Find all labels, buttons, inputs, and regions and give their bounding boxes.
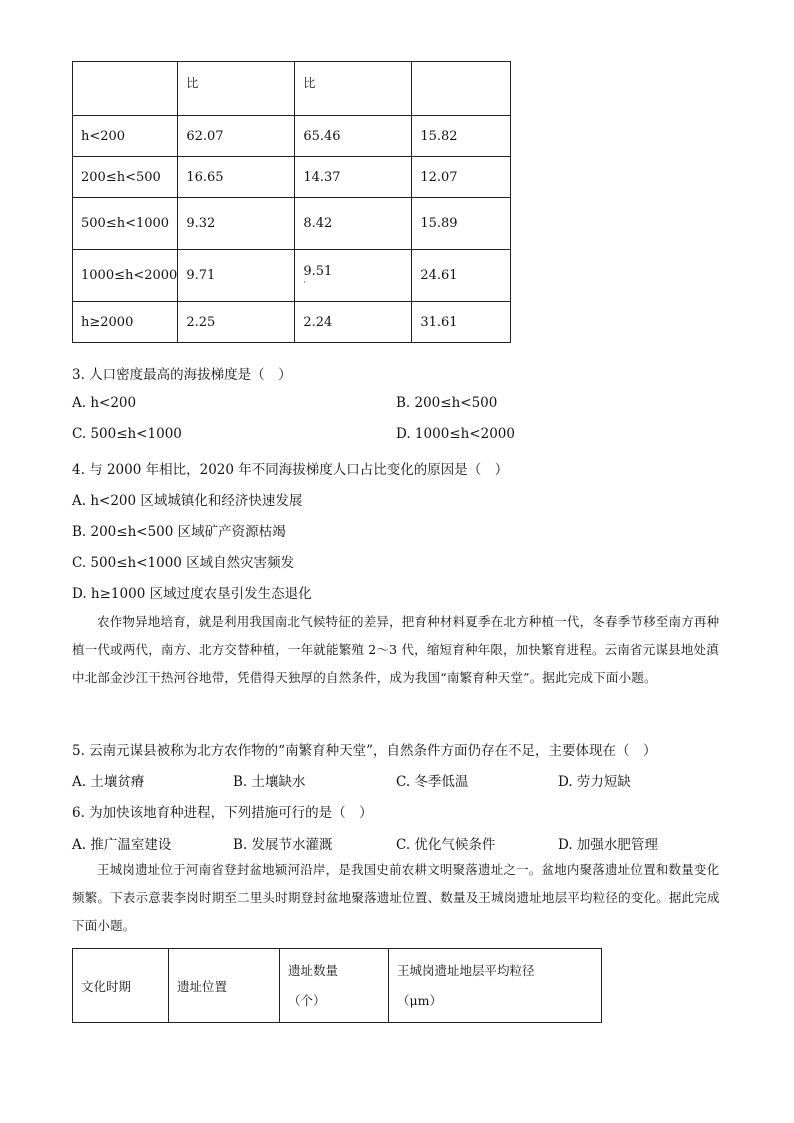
altitude-population-table (72, 61, 511, 343)
table-cell: 2.24 (295, 302, 412, 343)
table-cell: 9.32 (178, 198, 295, 250)
table-cell: 31.61 (412, 302, 511, 343)
question-6-option-a[interactable]: A. 推广温室建设 (72, 837, 172, 853)
table-cell: 9.71 (178, 250, 295, 302)
table-cell: 15.82 (412, 116, 511, 157)
table-cell: h<200 (73, 116, 178, 157)
question-5-option-a[interactable]: A. 土壤贫瘠 (72, 774, 145, 790)
question-6-option-c[interactable]: C. 优化气候条件 (396, 837, 496, 853)
table-row (73, 157, 511, 198)
question-4-option-b[interactable]: B. 200≤h<500 区域矿产资源枯竭 (72, 524, 286, 540)
question-4-option-d[interactable]: D. h≥1000 区域过度农垦引发生态退化 (72, 586, 312, 602)
question-6-stem: 6. 为加快该地育种进程，下列措施可行的是（ ） (72, 805, 373, 821)
stray-mark: · (303, 278, 306, 287)
header-cell (73, 62, 178, 116)
header-cell (389, 949, 602, 1023)
header-cell (412, 62, 511, 116)
settlement-sites-table (72, 948, 602, 1023)
header-line: 遗址数量 (288, 962, 339, 978)
table-cell: 65.46 (295, 116, 412, 157)
table-cell: 16.65 (178, 157, 295, 198)
header-cell: 比 (295, 62, 412, 116)
table-cell: 500≤h<1000 (73, 198, 178, 250)
question-5-stem: 5. 云南元谋县被称为北方农作物的“南繁育种天堂”，自然条件方面仍存在不足，主要体现在（ ） (72, 743, 657, 759)
table-row (73, 116, 511, 157)
reading-passage-breeding: 农作物异地培育，就是利用我国南北气候特征的差异，把育种材料夏季在北方种植一代，冬春季节移至南方再种植一代或两代，南方、北方交替种植，一年就能繁殖 2～3 代，缩短育种年限，加快繁育进程。云南省元谋县地处滇中北部金沙江干热河谷地带，凭借得天独厚的自然条件，成为我国“南繁育种天堂”。据此完成下面小题。 (72, 614, 720, 685)
reading-passage-wangchenggang: 王城岗遗址位于河南省登封盆地颍河沿岸，是我国史前农耕文明聚落遗址之一。盆地内聚落遗址位置和数量变化频繁。下表示意裴李岗时期至二里头时期登封盆地聚落遗址位置、数量及王城岗遗址地层平均粒径的变化。据此完成下面小题。 (72, 862, 720, 933)
header-cell: 比 (178, 62, 295, 116)
header-line: （个） (288, 992, 326, 1008)
question-5-option-d[interactable]: D. 劳力短缺 (558, 774, 631, 790)
table-cell: 8.42 (295, 198, 412, 250)
question-5-option-c[interactable]: C. 冬季低温 (396, 774, 469, 790)
question-3-option-c[interactable]: C. 500≤h<1000 (72, 426, 182, 442)
question-5-option-b[interactable]: B. 土壤缺水 (233, 774, 306, 790)
question-3-stem: 3. 人口密度最高的海拔梯度是（ ） (72, 367, 292, 383)
question-3-option-a[interactable]: A. h<200 (72, 395, 137, 411)
table-cell: 1000≤h<2000 (73, 250, 178, 302)
header-line: （μm） (397, 992, 442, 1008)
header-cell (280, 949, 389, 1023)
question-4-option-a[interactable]: A. h<200 区域城镇化和经济快速发展 (72, 493, 303, 509)
question-6-option-b[interactable]: B. 发展节水灌溉 (233, 837, 333, 853)
question-4-option-c[interactable]: C. 500≤h<1000 区域自然灾害频发 (72, 555, 295, 571)
question-4-stem: 4. 与 2000 年相比，2020 年不同海拔梯度人口占比变化的原因是（ ） (72, 462, 509, 478)
table-header-row (73, 949, 602, 1023)
table-cell: 24.61 (412, 250, 511, 302)
table-cell: h≥2000 (73, 302, 178, 343)
table-cell-value: 9.51 (303, 264, 333, 279)
question-3-option-d[interactable]: D. 1000≤h<2000 (396, 426, 515, 442)
table-cell: 62.07 (178, 116, 295, 157)
question-6-option-d[interactable]: D. 加强水肥管理 (558, 837, 658, 853)
table-cell: 200≤h<500 (73, 157, 178, 198)
header-cell: 遗址位置 (169, 949, 280, 1023)
header-cell: 文化时期 (73, 949, 169, 1023)
table-cell: 15.89 (412, 198, 511, 250)
table-cell (295, 250, 412, 302)
table-row (73, 198, 511, 250)
question-3-option-b[interactable]: B. 200≤h<500 (396, 395, 498, 411)
table-header-row (73, 62, 511, 116)
header-line: 王城岗遗址地层平均粒径 (397, 962, 535, 978)
table-row (73, 250, 511, 302)
table-cell: 2.25 (178, 302, 295, 343)
table-cell: 14.37 (295, 157, 412, 198)
table-cell: 12.07 (412, 157, 511, 198)
table-row (73, 302, 511, 343)
